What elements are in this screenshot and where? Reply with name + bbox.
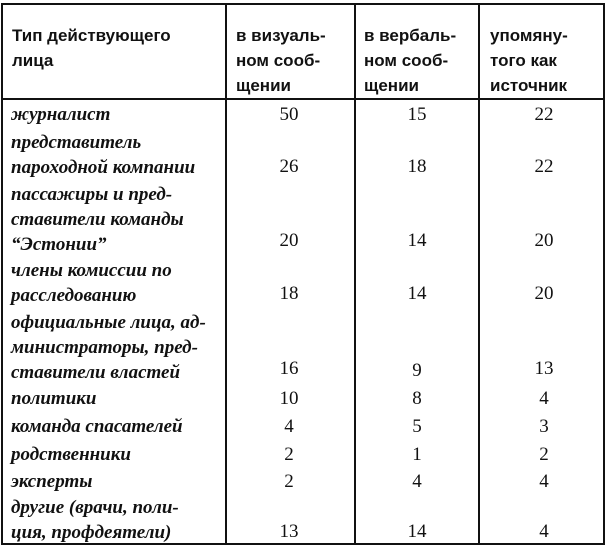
row-label: политики xyxy=(11,388,97,409)
cell-verbal: 1 xyxy=(412,444,422,465)
cell-source: 2 xyxy=(539,444,549,465)
column-divider xyxy=(354,5,356,543)
header-actor-type: Тип действующего лица xyxy=(12,26,171,70)
cell-verbal: 8 xyxy=(412,388,422,409)
cell-verbal: 9 xyxy=(412,360,422,381)
cell-source: 22 xyxy=(534,156,554,177)
header-divider xyxy=(3,98,603,100)
cell-source: 4 xyxy=(539,471,549,492)
row-label: родственники xyxy=(11,444,131,465)
cell-source: 20 xyxy=(534,283,554,304)
cell-visual: 50 xyxy=(279,104,299,125)
row-label: команда спасателей xyxy=(11,416,183,437)
cell-visual: 26 xyxy=(279,156,299,177)
row-label: другие (врачи, поли- ция, профдеятели) xyxy=(11,497,179,543)
cell-verbal: 4 xyxy=(412,471,422,492)
cell-visual: 4 xyxy=(284,416,294,437)
cell-verbal: 14 xyxy=(407,521,427,542)
cell-source: 4 xyxy=(539,521,549,542)
row-label: представитель пароходной компании xyxy=(11,132,196,178)
cell-visual: 2 xyxy=(284,471,294,492)
cell-visual: 18 xyxy=(279,283,299,304)
row-label: журналист xyxy=(11,104,111,125)
cell-visual: 16 xyxy=(279,358,299,379)
cell-verbal: 18 xyxy=(407,156,427,177)
cell-verbal: 14 xyxy=(407,283,427,304)
cell-source: 20 xyxy=(534,230,554,251)
statistics-table xyxy=(1,3,605,545)
cell-visual: 2 xyxy=(284,444,294,465)
row-label: официальные лица, ад- министраторы, пред- ставители властей xyxy=(11,312,206,383)
cell-source: 4 xyxy=(539,388,549,409)
cell-source: 13 xyxy=(534,358,554,379)
header-mentioned-as-source: упомяну- того как источник xyxy=(490,26,568,95)
column-divider xyxy=(478,5,480,543)
row-label: пассажиры и пред- ставители команды “Эстонии” xyxy=(11,184,184,255)
header-verbal-message: в вербаль- ном сооб- щении xyxy=(364,26,457,95)
cell-verbal: 5 xyxy=(412,416,422,437)
cell-source: 22 xyxy=(534,104,554,125)
header-visual-message: в визуаль- ном сооб- щении xyxy=(236,26,326,95)
cell-visual: 20 xyxy=(279,230,299,251)
cell-visual: 10 xyxy=(279,388,299,409)
cell-visual: 13 xyxy=(279,521,299,542)
row-label: эксперты xyxy=(11,471,93,492)
cell-verbal: 15 xyxy=(407,104,427,125)
row-label: члены комиссии по расследованию xyxy=(11,260,172,306)
cell-source: 3 xyxy=(539,416,549,437)
cell-verbal: 14 xyxy=(407,230,427,251)
